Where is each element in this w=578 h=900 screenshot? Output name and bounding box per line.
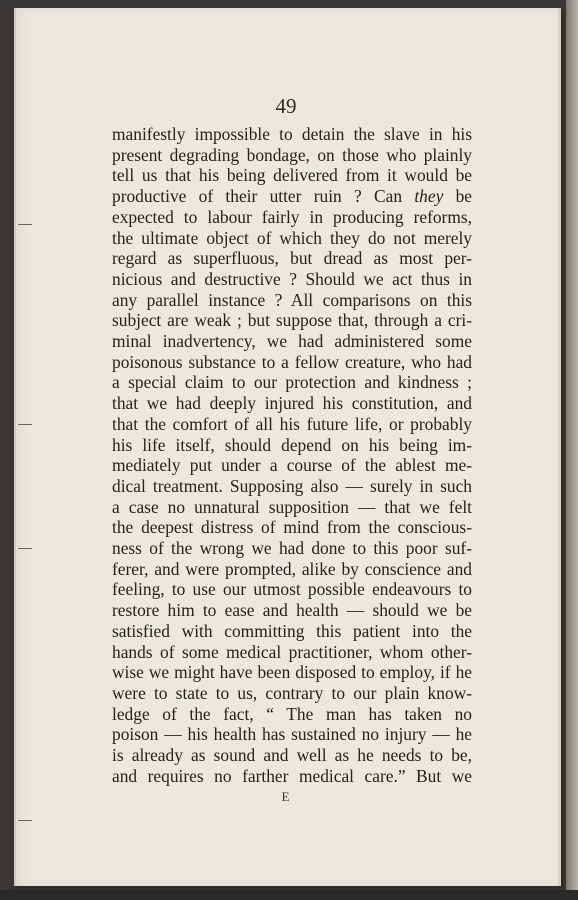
margin-mark bbox=[18, 224, 32, 225]
text-line: minal inadvertency, we had administered some bbox=[112, 331, 472, 352]
text-line: satisfied with committing this patient into the bbox=[112, 620, 472, 641]
text-line: hands of some medical practitioner, whom other- bbox=[112, 641, 472, 662]
text-line: were to state to us, contrary to our plain know- bbox=[112, 682, 472, 703]
text-line: that the comfort of all his future life, or probably bbox=[112, 413, 472, 434]
text-line: nicious and destructive ? Should we act thus in bbox=[112, 268, 472, 289]
text-line: wise we might have been disposed to employ, if he bbox=[112, 662, 472, 683]
margin-mark bbox=[18, 548, 32, 549]
italic-word: they bbox=[414, 186, 444, 207]
text-line: tell us that his being delivered from it would be bbox=[112, 165, 472, 186]
text-line: a case no unnatural supposition — that we felt bbox=[112, 496, 472, 517]
text-line: present degrading bondage, on those who plainly bbox=[112, 144, 472, 165]
text-line: mediately put under a course of the ablest me- bbox=[112, 455, 472, 476]
body-text bbox=[112, 124, 472, 787]
text-line: regard as superfluous, but dread as most per- bbox=[112, 248, 472, 269]
text-line: poisonous substance to a fellow creature, who had bbox=[112, 351, 472, 372]
text-line: feeling, to use our utmost possible endeavours to bbox=[112, 579, 472, 600]
adjacent-page-edge bbox=[566, 0, 578, 900]
text-line: subject are weak ; but suppose that, through a cri- bbox=[112, 310, 472, 331]
signature-mark: E bbox=[281, 789, 291, 804]
text-line: productive of their utter ruin ? Can they be bbox=[112, 186, 472, 207]
text-line: is already as sound and well as he needs to be, bbox=[112, 745, 472, 766]
text-line: dical treatment. Supposing also — surely in such bbox=[112, 475, 472, 496]
scan-background bbox=[0, 890, 578, 900]
text-line: the ultimate object of which they do not merely bbox=[112, 227, 472, 248]
text-line: his life itself, should depend on his being im- bbox=[112, 434, 472, 455]
text-line: the deepest distress of mind from the conscious- bbox=[112, 517, 472, 538]
text-line: any parallel instance ? All comparisons on this bbox=[112, 289, 472, 310]
margin-mark bbox=[18, 424, 32, 425]
text-line: ledge of the fact, “ The man has taken no bbox=[112, 703, 472, 724]
text-line: restore him to ease and health — should we be bbox=[112, 600, 472, 621]
book-page bbox=[14, 8, 561, 886]
text-line: ness of the wrong we had done to this poor suf- bbox=[112, 538, 472, 559]
text-line: poison — his health has sustained no injury — he bbox=[112, 724, 472, 745]
text-line: manifestly impossible to detain the slave in his bbox=[112, 124, 472, 144]
text-line: expected to labour fairly in producing reforms, bbox=[112, 206, 472, 227]
text-line: that we had deeply injured his constitution, and bbox=[112, 393, 472, 414]
page-number: 49 bbox=[275, 94, 297, 118]
margin-mark bbox=[18, 820, 32, 821]
text-line: ferer, and were prompted, alike by conscience and bbox=[112, 558, 472, 579]
page-gutter bbox=[14, 8, 16, 886]
text-line: a special claim to our protection and kindness ; bbox=[112, 372, 472, 393]
text-line: and requires no farther medical care.” But we bbox=[112, 765, 472, 786]
